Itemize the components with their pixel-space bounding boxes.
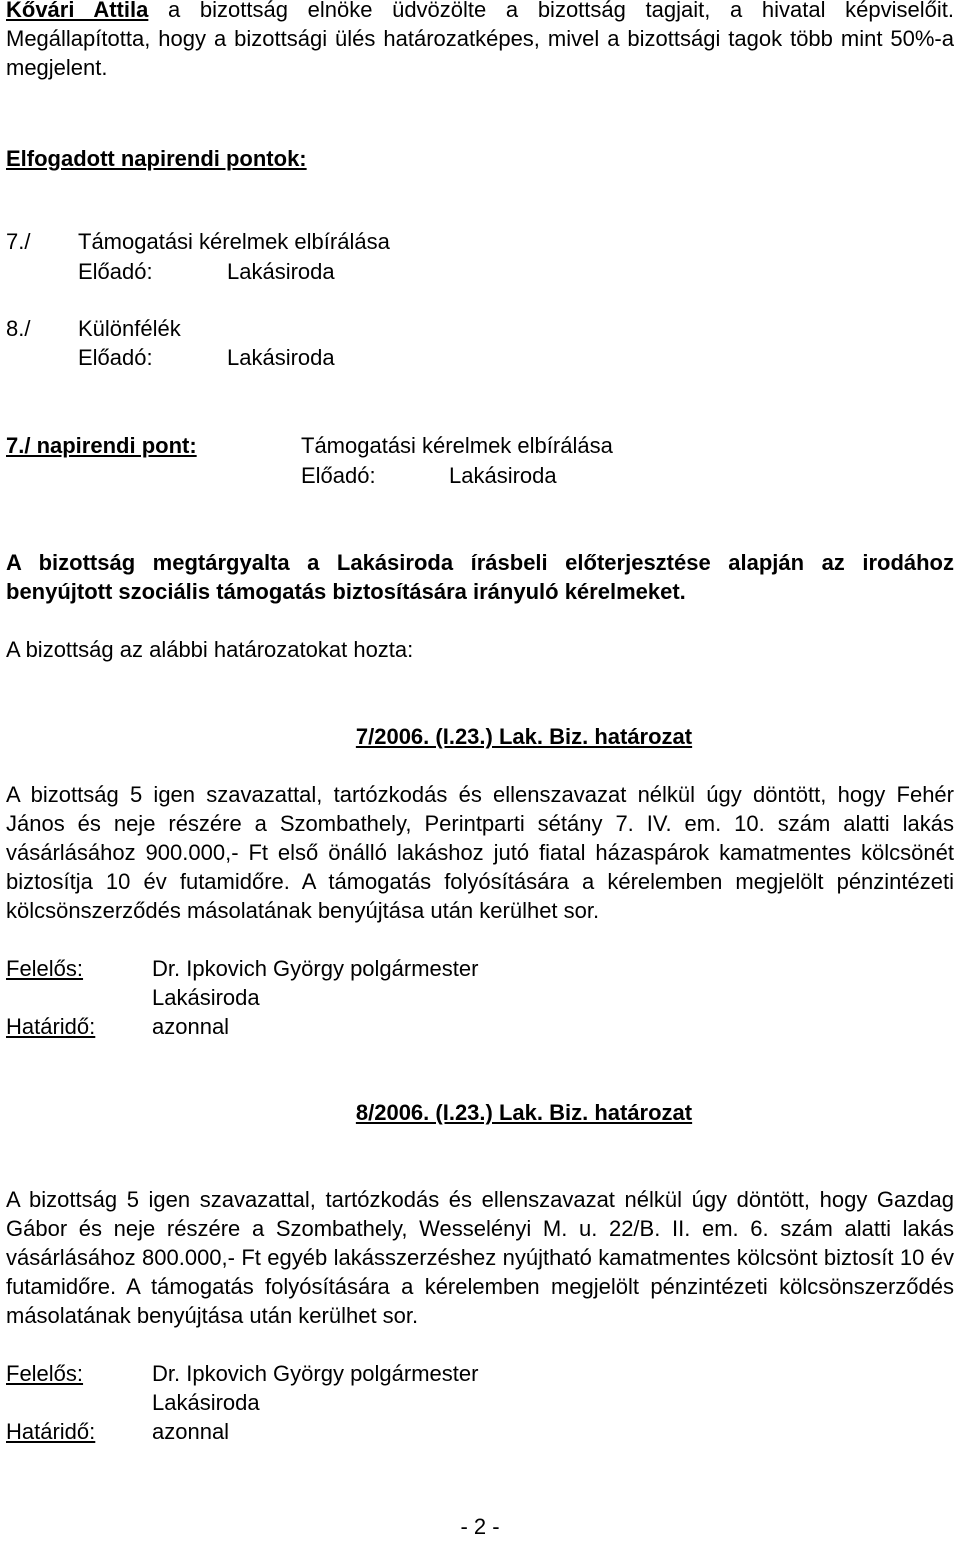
agenda-presenter-label: Előadó: xyxy=(78,345,153,370)
responsible-person: Dr. Ipkovich György polgármester xyxy=(152,1361,479,1386)
resolution-text: A bizottság 5 igen szavazattal, tartózkodás és ellenszavazat nélkül úgy döntött, hogy Fehér János és neje részére a Szombathely, Perintparti sétány 7. IV. em. 10. szám alatti lakás vásárlásához 900.000,- Ft első önálló lakáshoz jutó fiatal házaspárok kamatmentes kölcsönét biztosítja 10 év futamidőre. A támogatás folyósítására a kérelemben megjelölt pénzintézeti kölcsönszerződés másolatának benyújtása után kerülhet sor. xyxy=(6,782,954,923)
deadline-value: azonnal xyxy=(152,1419,230,1444)
agenda-item-number: 7./ xyxy=(6,229,31,254)
agenda-item-title: Támogatási kérelmek elbírálása xyxy=(78,229,390,254)
point-summary: A bizottság megtárgyalta a Lakásiroda írásbeli előterjesztése alapján az irodához benyújtott szociális támogatás biztosítására irányuló kérelmeket. xyxy=(6,550,954,604)
agenda-presenter: Lakásiroda xyxy=(227,345,335,370)
resolution-title: 8/2006. (I.23.) Lak. Biz. határozat xyxy=(355,1100,693,1125)
responsible-office: Lakásiroda xyxy=(152,1390,260,1415)
page-number: - 2 - xyxy=(460,1514,500,1539)
decisions-intro: A bizottság az alábbi határozatokat hozta: xyxy=(6,637,414,662)
agenda-presenter-label: Előadó: xyxy=(78,259,153,284)
intro-text: a bizottság elnöke üdvözölte a bizottság tagjait, a hivatal képviselőit. Megállapította, hogy a bizottsági ülés határozatképes, mivel a bizottsági tagok több mint 50%-a megjelent. xyxy=(6,0,954,80)
chair-name: Kővári Attila xyxy=(6,0,149,22)
resolution-text: A bizottság 5 igen szavazattal, tartózkodás és ellenszavazat nélkül úgy döntött, hogy Gazdag Gábor és neje részére a Szombathely, Wesselényi M. u. 22/B. II. em. 6. szám alatti lakás vásárlásához 800.000,- Ft egyéb lakásszerzéshez nyújtható kamatmentes kölcsönt biztosít 10 év futamidőre. A támogatás folyósítására a kérelemben megjelölt pénzintézeti kölcsönszerződés másolatának benyújtása után kerülhet sor. xyxy=(6,1187,954,1328)
point-heading: 7./ napirendi pont: xyxy=(6,433,197,458)
point-presenter-label: Előadó: xyxy=(301,463,376,488)
responsible-label: Felelős: xyxy=(6,956,84,981)
responsible-office: Lakásiroda xyxy=(152,985,260,1010)
responsible-label: Felelős: xyxy=(6,1361,84,1386)
agenda-item-title: Különfélék xyxy=(78,316,181,341)
deadline-label: Határidő: xyxy=(6,1014,96,1039)
resolution-title: 7/2006. (I.23.) Lak. Biz. határozat xyxy=(355,724,693,749)
deadline-value: azonnal xyxy=(152,1014,230,1039)
point-presenter: Lakásiroda xyxy=(449,463,557,488)
agenda-presenter: Lakásiroda xyxy=(227,259,335,284)
point-title: Támogatási kérelmek elbírálása xyxy=(301,433,613,458)
intro-paragraph xyxy=(6,0,954,82)
agenda-item-number: 8./ xyxy=(6,316,31,341)
responsible-person: Dr. Ipkovich György polgármester xyxy=(152,956,479,981)
agenda-heading: Elfogadott napirendi pontok: xyxy=(6,146,307,171)
deadline-label: Határidő: xyxy=(6,1419,96,1444)
